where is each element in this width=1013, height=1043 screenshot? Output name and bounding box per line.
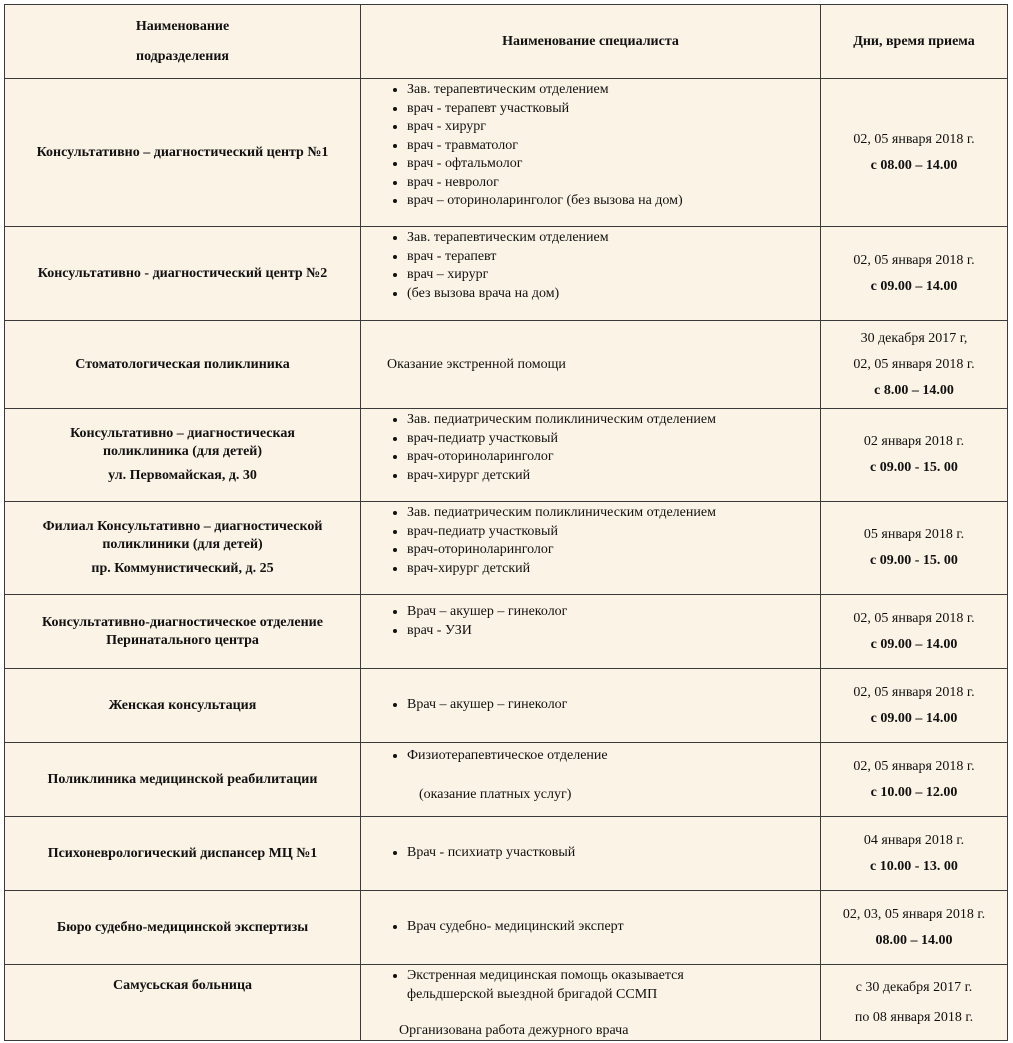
list-item: • врач-оториноларинголог [407, 448, 814, 467]
list-item: • Экстренная медицинская помощь оказывается фельдшерской выездной бригадой ССМП [407, 967, 814, 1004]
schedule-days: 05 января 2018 г. [863, 527, 965, 542]
unit-name: Консультативно – диагностический центр №1 [5, 79, 361, 227]
list-item: • врач - хирург [407, 118, 814, 137]
unit-name: Женская консультация [5, 669, 361, 743]
schedule-days: 02, 05 января 2018 г. [853, 356, 975, 372]
schedule-time: с 09.00 – 14.00 [870, 710, 958, 726]
schedule-cell [821, 669, 1008, 743]
note-text: Организована работа дежурного врача [399, 1023, 629, 1038]
list-item: • врач - терапевт [407, 248, 814, 267]
table-row [5, 891, 1008, 965]
schedule-time: с 10.00 – 12.00 [870, 784, 958, 800]
schedule-days: 02, 05 января 2018 г. [853, 131, 975, 147]
note-text: (оказание платных услуг) [419, 786, 572, 802]
list-item: • Врач судебно- медицинский эксперт [407, 918, 814, 937]
table-row [5, 669, 1008, 743]
schedule-cell [821, 595, 1008, 669]
specialist-list [361, 79, 821, 227]
schedule-time: с 8.00 – 14.00 [874, 382, 954, 398]
specialist-list [361, 743, 821, 817]
schedule-time: 08.00 – 14.00 [875, 932, 953, 948]
schedule-days: по 08 января 2018 г. [854, 1009, 974, 1025]
unit-name: Консультативно - диагностический центр №2 [5, 227, 361, 321]
schedule-days: 02, 05 января 2018 г. [853, 610, 975, 626]
list-item: • врач - офтальмолог [407, 155, 814, 174]
table-row [5, 79, 1008, 227]
unit-name: Консультативно – диагностическая поликлиника (для детей) [70, 426, 295, 459]
schedule-cell [821, 891, 1008, 965]
header-unit: Наименование подразделения [5, 5, 361, 79]
table-row [5, 502, 1008, 595]
table-row [5, 321, 1008, 409]
schedule-time: с 10.00 - 13. 00 [870, 858, 958, 874]
schedule-cell [821, 79, 1008, 227]
unit-name: Консультативно-диагностическое отделение Перинатального центра [5, 595, 361, 669]
header-row [5, 5, 1008, 79]
unit-name: Бюро судебно-медицинской экспертизы [5, 891, 361, 965]
table-row [5, 227, 1008, 321]
table-row [5, 409, 1008, 502]
schedule-cell [821, 227, 1008, 321]
schedule-time: с 09.00 – 14.00 [870, 278, 958, 294]
schedule-time: с 09.00 - 15. 00 [870, 553, 958, 568]
list-item: • (без вызова врача на дом) [407, 285, 814, 304]
schedule-time: с 09.00 - 15. 00 [870, 460, 958, 475]
list-item: • врач - невролог [407, 174, 814, 193]
unit-cell [5, 409, 361, 502]
specialist-list [361, 409, 821, 502]
list-item: • Зав. педиатрическим поликлиническим отделением [407, 411, 814, 430]
unit-name: Стоматологическая поликлиника [5, 321, 361, 409]
schedule-time: с 09.00 – 14.00 [870, 636, 958, 652]
schedule-days: 30 декабря 2017 г, [860, 330, 968, 346]
list-item: • Зав. терапевтическим отделением [407, 229, 814, 248]
list-item: • врач-оториноларинголог [407, 541, 814, 560]
list-item: • врач-хирург детский [407, 467, 814, 486]
list-item: • врач - УЗИ [407, 622, 814, 641]
schedule-days: 02, 05 января 2018 г. [853, 252, 975, 268]
schedule-cell [821, 817, 1008, 891]
list-item: • врач-педиатр участковый [407, 523, 814, 542]
specialist-list [361, 891, 821, 965]
header-specialist: Наименование специалиста [361, 5, 821, 79]
list-item: • Врач - психиатр участковый [407, 844, 814, 863]
schedule-cell [821, 502, 1008, 595]
specialist-list [361, 669, 821, 743]
service-text: Оказание экстренной помощи [361, 321, 821, 409]
list-item: • Зав. терапевтическим отделением [407, 81, 814, 100]
unit-name: Поликлиника медицинской реабилитации [5, 743, 361, 817]
list-item: • врач - терапевт участковый [407, 100, 814, 119]
schedule-cell [821, 321, 1008, 409]
list-item: • Зав. педиатрическим поликлиническим отделением [407, 504, 814, 523]
schedule-cell [821, 743, 1008, 817]
schedule-days: 02, 05 января 2018 г. [853, 758, 975, 774]
list-item: • Врач – акушер – гинеколог [407, 696, 814, 715]
schedule-days: 02, 03, 05 января 2018 г. [842, 906, 986, 922]
table-row [5, 817, 1008, 891]
schedule-days: с 30 декабря 2017 г. [855, 979, 973, 995]
schedule-days: 02 января 2018 г. [863, 434, 965, 449]
unit-address: пр. Коммунистический, д. 25 [91, 561, 274, 576]
specialist-list [361, 817, 821, 891]
schedule-days: 02, 05 января 2018 г. [853, 684, 975, 700]
table-row [5, 965, 1008, 1041]
unit-name: Филиал Консультативно – диагностической поликлиники (для детей) [42, 519, 323, 552]
specialist-list [361, 502, 821, 595]
schedule-days: 04 января 2018 г. [863, 832, 965, 848]
schedule-cell [821, 409, 1008, 502]
schedule-cell [821, 965, 1008, 1041]
list-item: • врач-педиатр участковый [407, 430, 814, 449]
schedule-table [4, 4, 1008, 1041]
list-item: • врач – оториноларинголог (без вызова на дом) [407, 192, 814, 211]
list-item: • врач-хирург детский [407, 560, 814, 579]
unit-cell [5, 502, 361, 595]
list-item: • Физиотерапевтическое отделение [407, 747, 814, 766]
header-schedule: Дни, время приема [821, 5, 1008, 79]
unit-name: Психоневрологический диспансер МЦ №1 [5, 817, 361, 891]
specialist-list [361, 595, 821, 669]
list-item: • врач – хирург [407, 266, 814, 285]
unit-name: Самусьская больница [5, 965, 361, 1041]
table-row [5, 743, 1008, 817]
unit-address: ул. Первомайская, д. 30 [108, 468, 257, 483]
schedule-time: с 08.00 – 14.00 [870, 157, 958, 173]
list-item: • врач - травматолог [407, 137, 814, 156]
table-row [5, 595, 1008, 669]
specialist-list [361, 227, 821, 321]
list-item: • Врач – акушер – гинеколог [407, 603, 814, 622]
specialist-list [361, 965, 821, 1041]
